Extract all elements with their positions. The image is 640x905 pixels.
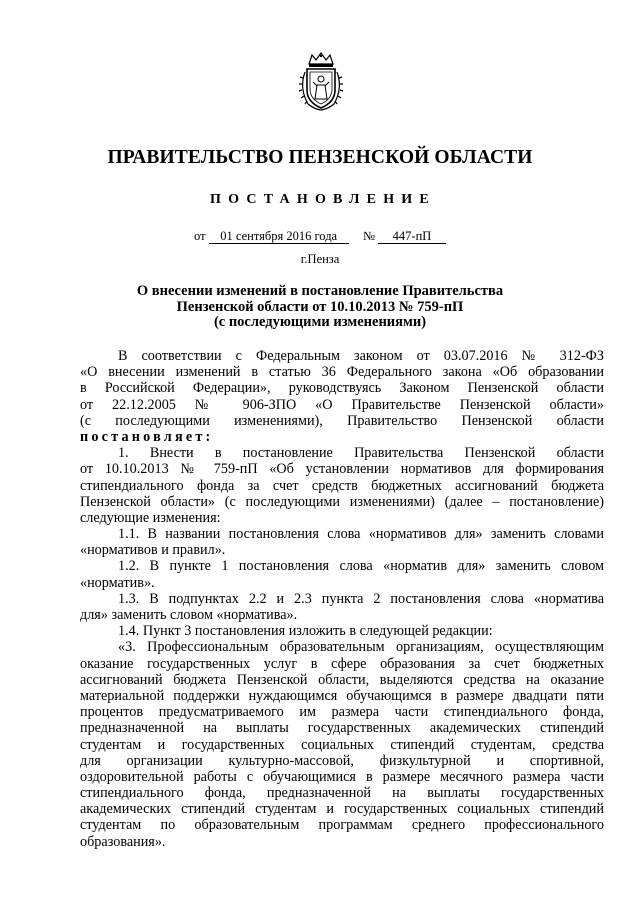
body-line: студентам и государственных социальных стипендий студентам, средства	[80, 736, 604, 753]
city: г.Пенза	[300, 252, 340, 266]
body-line: для» заменить словом «норматива».	[80, 607, 298, 623]
title-line: О внесении изменений в постановление Правительства	[136, 283, 504, 299]
decree-date: 01 сентября 2016 года	[209, 229, 349, 244]
body-line: ассигнований бюджета Пензенской области, выделяются средства на оказание	[80, 671, 604, 688]
resolves-word: постановляет:	[80, 428, 214, 445]
body-line: от 22.12.2005 № 906-ЗПО «О Правительстве Пензенской области»	[80, 396, 604, 413]
body-line: (с последующими изменениями), Правительство Пензенской области	[80, 412, 604, 429]
body-line: предназначенной на выплаты государственных академических стипендий	[80, 720, 604, 737]
date-prefix: от	[194, 229, 206, 243]
date-number-line	[0, 229, 640, 244]
decree-number: 447-пП	[378, 229, 446, 244]
government-name: ПРАВИТЕЛЬСТВО ПЕНЗЕНСКОЙ ОБЛАСТИ	[107, 147, 533, 168]
body-line: 1. Внести в постановление Правительства Пензенской области	[118, 445, 604, 462]
body-line: студентам по образовательным программам среднего профессионального	[80, 817, 604, 834]
document-type: ПОСТАНОВЛЕНИЕ	[210, 192, 436, 207]
body-line: в Российской Федерации», руководствуясь Законом Пензенской области	[80, 380, 604, 397]
body-line: «3. Профессиональным образовательным организациям, осуществляющим	[118, 639, 604, 656]
body-line: процентов предусматриваемого им размера части стипендиального фонда,	[80, 704, 604, 721]
number-prefix: №	[362, 229, 375, 243]
body-line: В соответствии с Федеральным законом от 03.07.2016 № 312-ФЗ	[118, 348, 604, 364]
body-line: оздоровительной работы с обучающимися в размере месячного размера части	[80, 768, 604, 785]
coat-of-arms-icon	[296, 52, 346, 112]
body-line: для организации культурно-массовой, физкультурной и спортивной,	[80, 752, 604, 769]
body-line: стипендиального фонда за счет средств бюджетных ассигнований бюджета	[80, 477, 604, 494]
body-line: 1.3. В подпунктах 2.2 и 2.3 пункта 2 постановления слова «норматива	[118, 590, 604, 607]
body-line: материальной поддержки нуждающимся обучающимся в размере двадцати пяти	[80, 687, 604, 704]
body-line: академических стипендий студентам и государственных социальных стипендий	[80, 801, 604, 818]
body-line: стипендиального фонда, предназначенной на выплаты государственных	[80, 785, 604, 802]
body-line: следующие изменения:	[80, 509, 221, 526]
body-line: образования».	[80, 833, 166, 850]
body-line: 1.1. В названии постановления слова «нормативов для» заменить словами	[118, 526, 604, 543]
body-line: оказание государственных услуг в сфере образования за счет бюджетных	[80, 655, 604, 672]
decree-body	[80, 348, 604, 850]
body-line: Пензенской области» (с последующими изменениями) (далее – постановление)	[80, 493, 604, 510]
body-line: 1.4. Пункт 3 постановления изложить в следующей редакции:	[118, 623, 493, 640]
body-line: «О внесении изменений в статью 36 Федерального закона «Об образовании	[80, 364, 604, 381]
body-line: «нормативов и правил».	[80, 542, 226, 559]
body-line: «норматив».	[80, 574, 155, 591]
body-line: от 10.10.2013 № 759-пП «Об установлении нормативов для формирования	[80, 461, 604, 478]
decree-title	[0, 284, 640, 331]
title-line: Пензенской области от 10.10.2013 № 759-пП	[176, 298, 464, 315]
body-line: 1.2. В пункте 1 постановления слова «норматив для» заменить словом	[118, 558, 604, 575]
title-line: (с последующими изменениями)	[213, 314, 427, 330]
